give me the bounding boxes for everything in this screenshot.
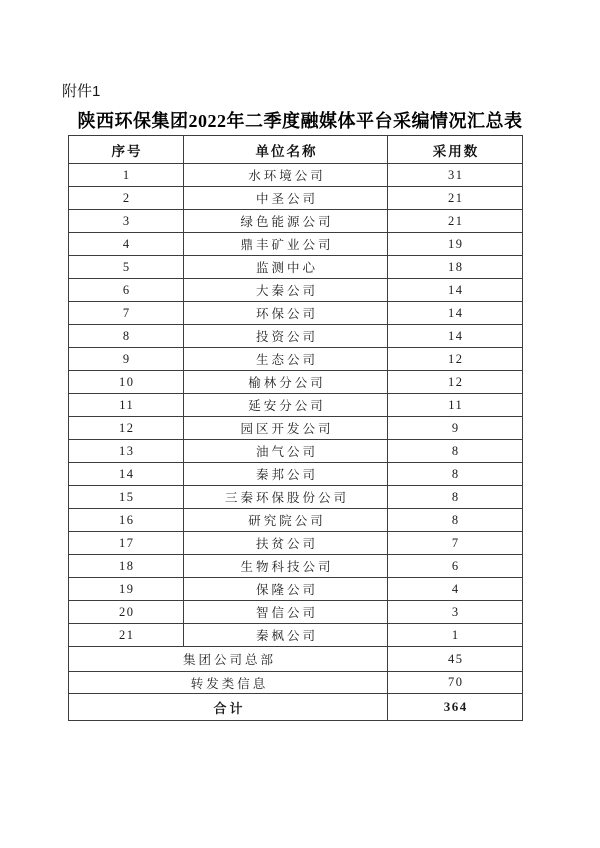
row-index-cell: 16 <box>69 509 184 532</box>
row-index-cell: 19 <box>69 578 184 601</box>
count-cell: 11 <box>388 394 523 417</box>
summary-count-cell: 70 <box>388 672 523 694</box>
table-row <box>69 578 523 601</box>
count-cell: 8 <box>388 486 523 509</box>
count-cell: 31 <box>388 164 523 187</box>
unit-name-cell: 生态公司 <box>184 348 388 371</box>
row-index-cell: 15 <box>69 486 184 509</box>
unit-name-cell: 大秦公司 <box>184 279 388 302</box>
row-index-cell: 7 <box>69 302 184 325</box>
row-index-cell: 18 <box>69 555 184 578</box>
unit-name-cell: 榆林分公司 <box>184 371 388 394</box>
row-index-cell: 12 <box>69 417 184 440</box>
summary-count-cell: 45 <box>388 647 523 672</box>
summary-label-cell: 集团公司总部 <box>69 647 388 672</box>
unit-name-cell: 延安分公司 <box>184 394 388 417</box>
page-title: 陕西环保集团2022年二季度融媒体平台采编情况汇总表 <box>77 111 523 131</box>
count-cell: 1 <box>388 624 523 647</box>
table-row <box>69 486 523 509</box>
unit-name-cell: 园区开发公司 <box>184 417 388 440</box>
unit-name-cell: 智信公司 <box>184 601 388 624</box>
unit-name-cell: 投资公司 <box>184 325 388 348</box>
count-cell: 12 <box>388 371 523 394</box>
count-cell: 18 <box>388 256 523 279</box>
table-row <box>69 279 523 302</box>
table-row <box>69 325 523 348</box>
row-index-cell: 11 <box>69 394 184 417</box>
row-index-cell: 5 <box>69 256 184 279</box>
row-index-cell: 3 <box>69 210 184 233</box>
header-count: 采用数 <box>388 136 523 164</box>
unit-name-cell: 保隆公司 <box>184 578 388 601</box>
table-row <box>69 624 523 647</box>
table-row <box>69 187 523 210</box>
table-header <box>69 136 523 164</box>
total-count-cell: 364 <box>388 694 523 721</box>
table-row <box>69 417 523 440</box>
count-cell: 14 <box>388 279 523 302</box>
summary-row <box>69 647 523 672</box>
header-index: 序号 <box>69 136 184 164</box>
count-cell: 4 <box>388 578 523 601</box>
unit-name-cell: 油气公司 <box>184 440 388 463</box>
table-row <box>69 233 523 256</box>
row-index-cell: 2 <box>69 187 184 210</box>
unit-name-cell: 鼎丰矿业公司 <box>184 233 388 256</box>
table-row <box>69 348 523 371</box>
count-cell: 7 <box>388 532 523 555</box>
summary-row <box>69 672 523 694</box>
table-row <box>69 210 523 233</box>
header-unit-name: 单位名称 <box>184 136 388 164</box>
row-index-cell: 1 <box>69 164 184 187</box>
row-index-cell: 21 <box>69 624 184 647</box>
summary-table <box>68 135 523 721</box>
row-index-cell: 4 <box>69 233 184 256</box>
count-cell: 8 <box>388 440 523 463</box>
row-index-cell: 13 <box>69 440 184 463</box>
unit-name-cell: 秦枫公司 <box>184 624 388 647</box>
summary-label-cell: 转发类信息 <box>69 672 388 694</box>
table-row <box>69 601 523 624</box>
count-cell: 14 <box>388 325 523 348</box>
row-index-cell: 10 <box>69 371 184 394</box>
count-cell: 14 <box>388 302 523 325</box>
table-row <box>69 394 523 417</box>
unit-name-cell: 中圣公司 <box>184 187 388 210</box>
unit-name-cell: 扶贫公司 <box>184 532 388 555</box>
unit-name-cell: 绿色能源公司 <box>184 210 388 233</box>
table-row <box>69 371 523 394</box>
table-row <box>69 532 523 555</box>
table-row <box>69 463 523 486</box>
count-cell: 9 <box>388 417 523 440</box>
unit-name-cell: 生物科技公司 <box>184 555 388 578</box>
table-row <box>69 509 523 532</box>
count-cell: 8 <box>388 463 523 486</box>
count-cell: 21 <box>388 210 523 233</box>
row-index-cell: 6 <box>69 279 184 302</box>
row-index-cell: 20 <box>69 601 184 624</box>
count-cell: 21 <box>388 187 523 210</box>
row-index-cell: 8 <box>69 325 184 348</box>
count-cell: 8 <box>388 509 523 532</box>
table-body <box>69 164 523 721</box>
count-cell: 3 <box>388 601 523 624</box>
table-row <box>69 555 523 578</box>
count-cell: 6 <box>388 555 523 578</box>
unit-name-cell: 监测中心 <box>184 256 388 279</box>
total-label-cell: 合计 <box>69 694 388 721</box>
row-index-cell: 17 <box>69 532 184 555</box>
unit-name-cell: 秦邦公司 <box>184 463 388 486</box>
table-row <box>69 440 523 463</box>
attachment-label: 附件1 <box>62 83 101 100</box>
unit-name-cell: 研究院公司 <box>184 509 388 532</box>
table-header-row <box>69 136 523 164</box>
total-row <box>69 694 523 721</box>
count-cell: 12 <box>388 348 523 371</box>
row-index-cell: 9 <box>69 348 184 371</box>
count-cell: 19 <box>388 233 523 256</box>
unit-name-cell: 环保公司 <box>184 302 388 325</box>
table-row <box>69 164 523 187</box>
table-row <box>69 302 523 325</box>
unit-name-cell: 水环境公司 <box>184 164 388 187</box>
table-row <box>69 256 523 279</box>
row-index-cell: 14 <box>69 463 184 486</box>
unit-name-cell: 三秦环保股份公司 <box>184 486 388 509</box>
